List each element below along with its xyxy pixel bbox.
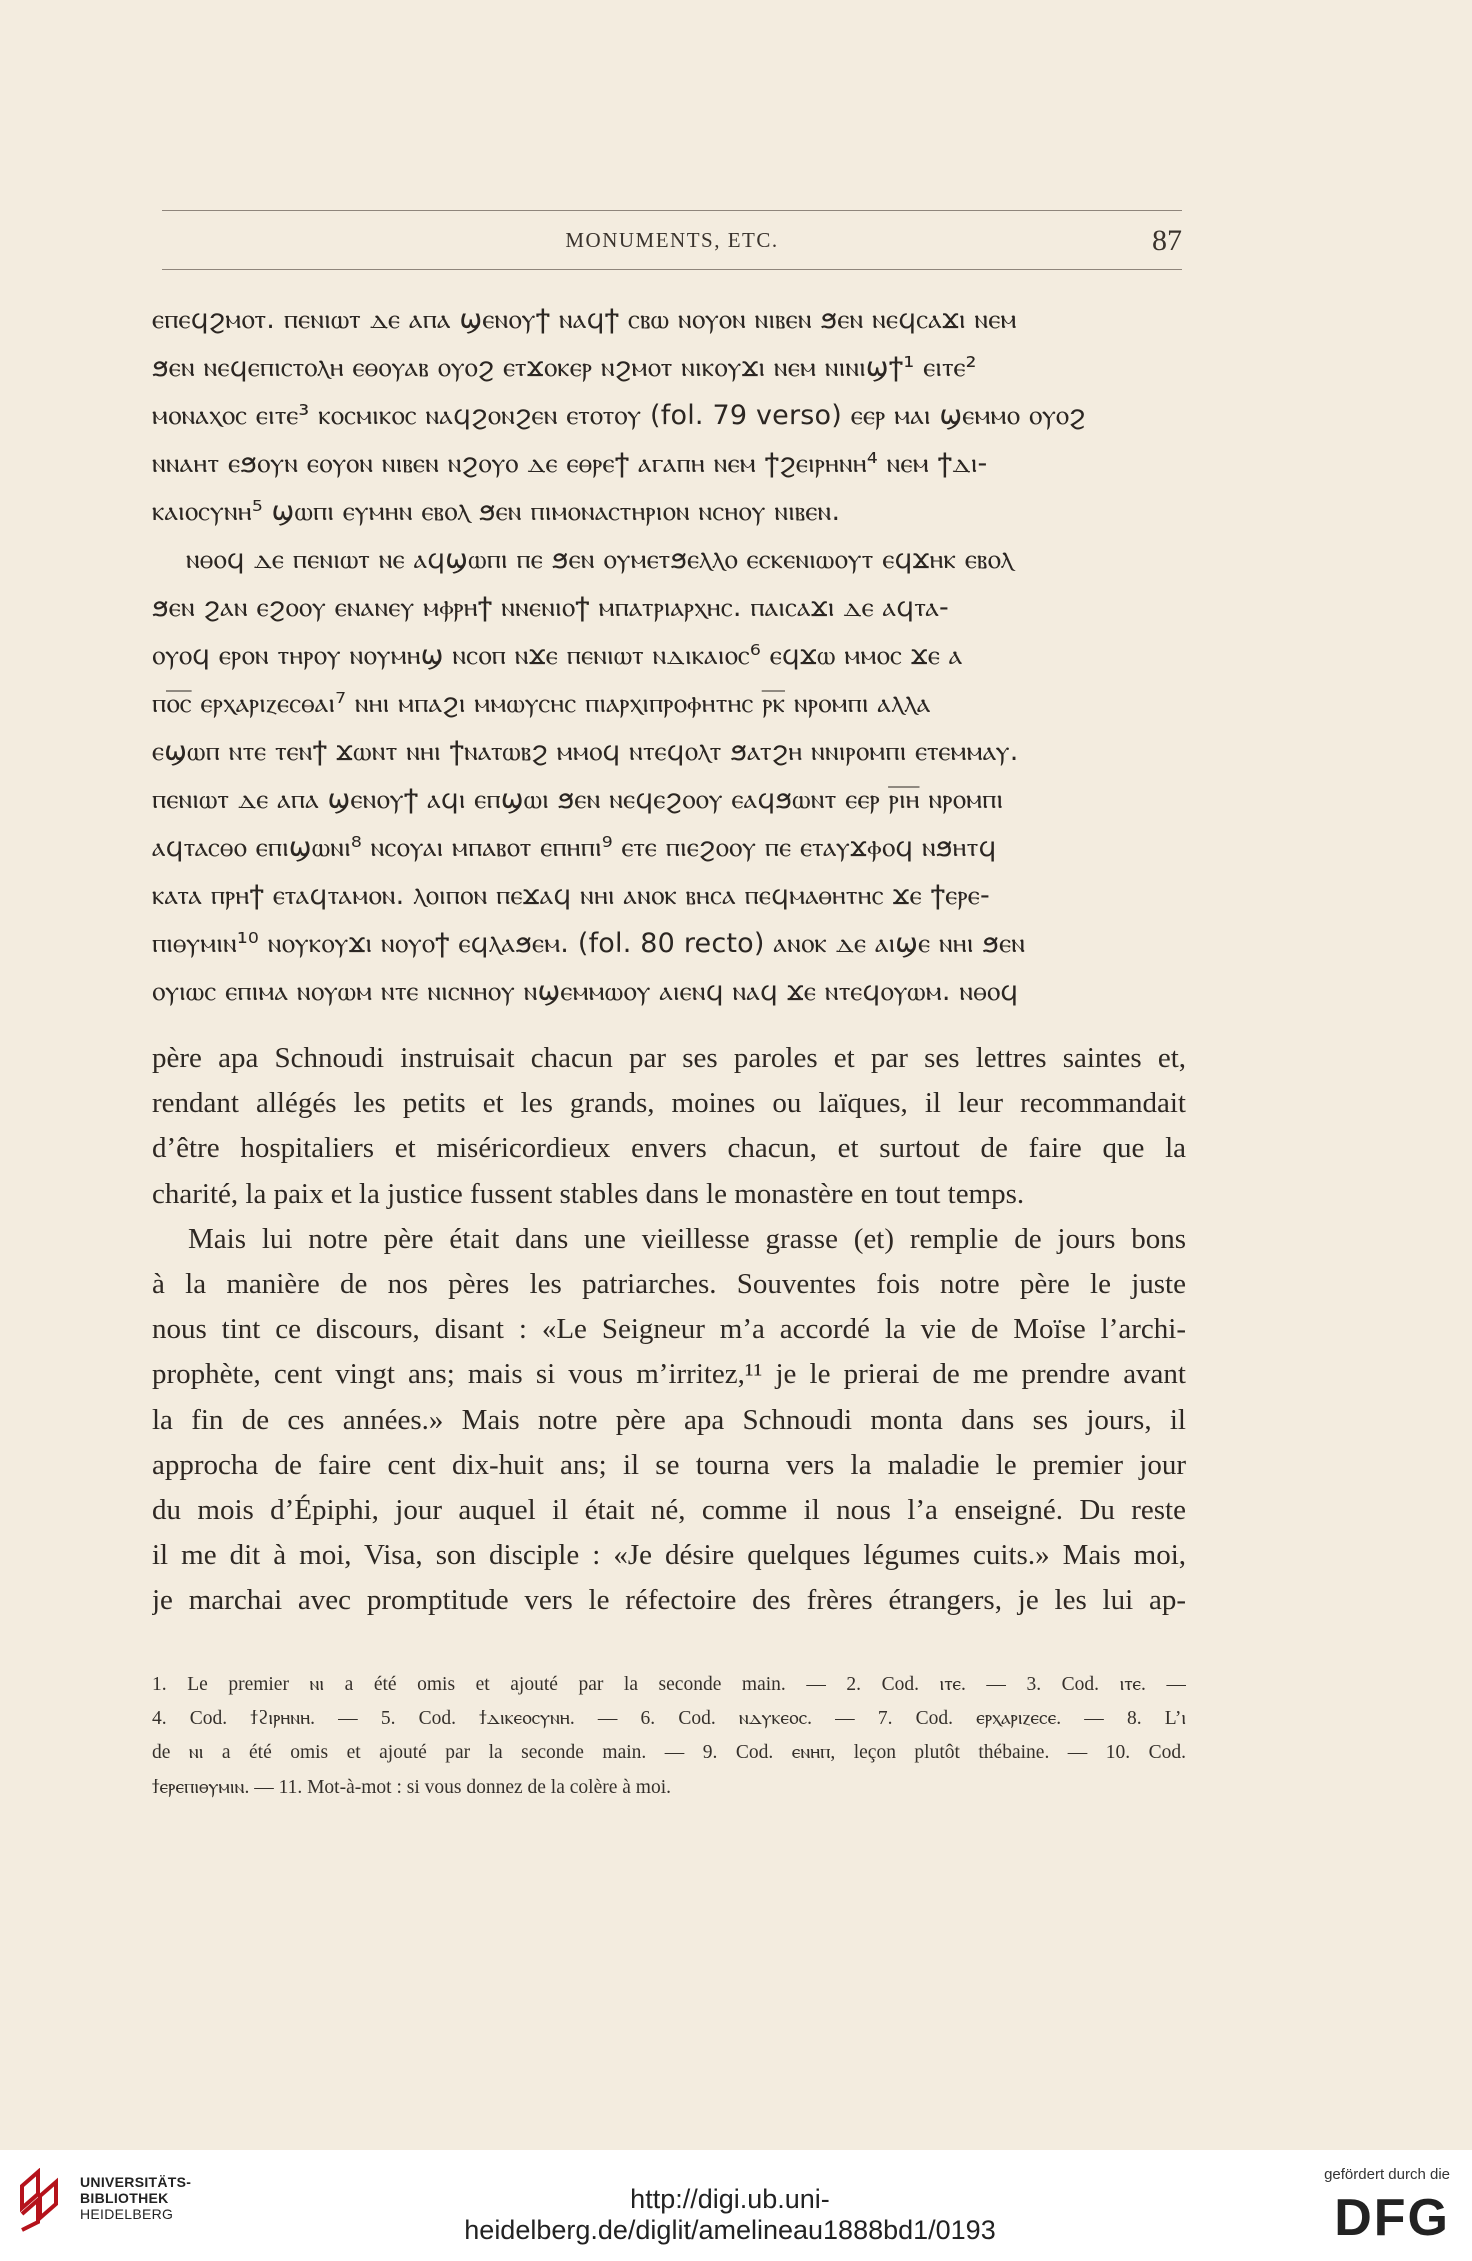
footnote-line: 4. Cod. ϯϩⲓⲣⲏⲛⲏ. — 5. Cod. ϯⲇⲓⲕⲉⲟⲥⲩⲛⲏ. — 6. Cod. ⲛⲇⲩⲕⲉⲟⲥ. — 7. Cod. ⲉⲣⲭⲁⲣⲓⲍⲉⲥⲉ. — 8. L’ⲓ — [152, 1708, 1186, 1730]
french-line: je marchai avec promptitude vers le réfectoire des frères étrangers, je les lui ap- — [152, 1584, 1186, 1617]
permalink-url[interactable]: http://digi.ub.uni-heidelberg.de/diglit/amelineau1888bd1/0193 — [464, 2184, 996, 2245]
coptic-line: ⲁϥⲧⲁⲥⲑⲟ ⲉⲡⲓϣⲱⲛⲓ⁸ ⲛⲥⲟⲩⲁⲓ ⲙⲡⲁⲃⲟⲧ ⲉⲡⲏⲡⲓ⁹ ⲉⲧⲉ ⲡⲓⲉϩⲟⲟⲩ ⲡⲉ ⲉⲧⲁⲩϫⲫⲟϥ ⲛϧⲏⲧϥ — [152, 832, 997, 863]
coptic-line: ⲉϣⲱⲡ ⲛⲧⲉ ⲧⲉⲛϯ ϫⲱⲛⲧ ⲛⲏⲓ ϯⲛⲁⲧⲱⲃϩ ⲙⲙⲟϥ ⲛⲧⲉϥⲟⲗⲧ ϧⲁⲧϩⲏ ⲛⲛⲓⲣⲟⲙⲡⲓ ⲉⲧⲉⲙⲙⲁⲩ. — [152, 736, 1019, 767]
french-line: rendant allégés les petits et les grands, moines ou laïques, il leur recommandait — [152, 1087, 1186, 1120]
french-translation-block — [152, 1036, 1186, 1623]
header-rule-top — [162, 210, 1182, 211]
library-name — [80, 2174, 191, 2222]
french-line: père apa Schnoudi instruisait chacun par ses paroles et par ses lettres saintes et, — [152, 1042, 1186, 1074]
library-name-line: HEIDELBERG — [80, 2206, 174, 2222]
french-line: Mais lui notre père était dans une vieillesse grasse (et) remplie de jours bons — [188, 1222, 1186, 1255]
running-head: MONUMENTS, ETC. — [565, 228, 779, 252]
french-line: charité, la paix et la justice fussent stables dans le monastère en tout temps. — [152, 1177, 1025, 1210]
french-line: il me dit à moi, Visa, son disciple : «Je désire quelques légumes cuits.» Mais moi, — [152, 1539, 1186, 1572]
footnotes-block — [152, 1668, 1186, 1805]
footnote-line: 1. Le premier ⲛⲓ a été omis et ajouté par la seconde main. — 2. Cod. ⲓⲧⲉ. — 3. Cod. ⲓⲧⲉ. — — [152, 1674, 1186, 1695]
french-line: du mois d’Épiphi, jour auquel il était né, comme il nous l’a enseigné. Du reste — [152, 1493, 1186, 1526]
coptic-line: ⲛⲑⲟϥ ⲇⲉ ⲡⲉⲛⲓⲱⲧ ⲛⲉ ⲁϥϣⲱⲡⲓ ⲡⲉ ϧⲉⲛ ⲟⲩⲙⲉⲧϧⲉⲗⲗⲟ ⲉⲥⲕⲉⲛⲓⲱⲟⲩⲧ ⲉϥϫⲏⲕ ⲉⲃⲟⲗ — [186, 544, 1014, 575]
coptic-line: ϧⲉⲛ ⲛⲉϥⲉⲡⲓⲥⲧⲟⲗⲏ ⲉⲑⲟⲩⲁⲃ ⲟⲩⲟϩ ⲉⲧϫⲟⲕⲉⲣ ⲛϩⲙⲟⲧ ⲛⲓⲕⲟⲩϫⲓ ⲛⲉⲙ ⲛⲓⲛⲓϣϯ¹ ⲉⲓⲧⲉ² — [152, 352, 977, 383]
coptic-line: ⲕⲁⲧⲁ ⲡⲣⲏϯ ⲉⲧⲁϥⲧⲁⲙⲟⲛ. ⲗⲟⲓⲡⲟⲛ ⲡⲉϫⲁϥ ⲛⲏⲓ ⲁⲛⲟⲕ ⲃⲏⲥⲁ ⲡⲉϥⲙⲁⲑⲏⲧⲏⲥ ϫⲉ ϯⲉⲣⲉ- — [152, 880, 990, 911]
french-line: d’être hospitaliers et miséricordieux envers chacun, et surtout de faire que la — [152, 1132, 1186, 1165]
french-line: la fin de ces années.» Mais notre père apa Schnoudi monta dans ses jours, il — [152, 1403, 1186, 1436]
funded-by-label: gefördert durch die — [1324, 2166, 1450, 2183]
french-line: prophète, cent vingt ans; mais si vous m’irritez,¹¹ je le prierai de me prendre avant — [152, 1358, 1186, 1391]
coptic-line: ⲟⲩⲟϥ ⲉⲣⲟⲛ ⲧⲏⲣⲟⲩ ⲛⲟⲩⲙⲏϣ ⲛⲥⲟⲡ ⲛϫⲉ ⲡⲉⲛⲓⲱⲧ ⲛⲇⲓⲕⲁⲓⲟⲥ⁶ ⲉϥϫⲱ ⲙⲙⲟⲥ ϫⲉ ⲁ — [152, 640, 963, 671]
coptic-line: ⲛⲛⲁⲏⲧ ⲉϧⲟⲩⲛ ⲉⲟⲩⲟⲛ ⲛⲓⲃⲉⲛ ⲛϩⲟⲩⲟ ⲇⲉ ⲉⲑⲣⲉϯ ⲁⲅⲁⲡⲏ ⲛⲉⲙ ϯϩⲉⲓⲣⲏⲛⲏ⁴ ⲛⲉⲙ ϯⲇⲓ- — [152, 448, 988, 479]
footnote-line: ϯⲉⲣⲉⲡⲓⲑⲩⲙⲓⲛ. — 11. Mot-à-mot : si vous donnez de la colère à moi. — [152, 1776, 671, 1798]
french-line: approcha de faire cent dix-huit ans; il se tourna vers la maladie le premier jour — [152, 1448, 1186, 1481]
coptic-line: ϧⲉⲛ ϩⲁⲛ ⲉϩⲟⲟⲩ ⲉⲛⲁⲛⲉⲩ ⲙⲫⲣⲏϯ ⲛⲛⲉⲛⲓⲟϯ ⲙⲡⲁⲧⲣⲓⲁⲣⲭⲏⲥ. ⲡⲁⲓⲥⲁϫⲓ ⲇⲉ ⲁϥⲧⲁ- — [152, 592, 949, 623]
coptic-line: ⲡⲉⲛⲓⲱⲧ ⲇⲉ ⲁⲡⲁ ϣⲉⲛⲟⲩϯ ⲁϥⲓ ⲉⲡϣⲱⲓ ϧⲉⲛ ⲛⲉϥⲉϩⲟⲟⲩ ⲉⲁϥϧⲱⲛⲧ ⲉⲉⲣ ⲣ̅ⲓ̅ⲏ̅ ⲛⲣⲟⲙⲡⲓ — [152, 784, 1004, 815]
french-line: à la manière de nos pères les patriarches. Souventes fois notre père le juste — [152, 1267, 1186, 1300]
coptic-line: ⲟⲩⲓⲱⲥ ⲉⲡⲓⲙⲁ ⲛⲟⲩⲱⲙ ⲛⲧⲉ ⲛⲓⲥⲛⲏⲟⲩ ⲛϣⲉⲙⲙⲱⲟⲩ ⲁⲓⲉⲛϥ ⲛⲁϥ ϫⲉ ⲛⲧⲉϥⲟⲩⲱⲙ. ⲛⲑⲟϥ — [152, 976, 1019, 1007]
header-rule-bottom — [162, 269, 1182, 270]
library-name-line: UNIVERSITÄTS- — [80, 2174, 192, 2190]
coptic-text-block — [152, 296, 1186, 1016]
page-number: 87 — [1152, 224, 1182, 257]
french-line: nous tint ce discours, disant : «Le Seigneur m’a accordé la vie de Moïse l’archi- — [152, 1313, 1186, 1346]
coptic-line: ⲡⲓⲑⲩⲙⲓⲛ¹⁰ ⲛⲟⲩⲕⲟⲩϫⲓ ⲛⲟⲩⲟϯ ⲉϥⲗⲁϧⲉⲙ. (fol. 80 recto) ⲁⲛⲟⲕ ⲇⲉ ⲁⲓϣⲉ ⲛⲏⲓ ϧⲉⲛ — [152, 928, 1026, 959]
coptic-line: ⲙⲟⲛⲁⲭⲟⲥ ⲉⲓⲧⲉ³ ⲕⲟⲥⲙⲓⲕⲟⲥ ⲛⲁϥϩⲟⲛϩⲉⲛ ⲉⲧⲟⲧⲟⲩ (fol. 79 verso) ⲉⲉⲣ ⲙⲁⲓ ϣⲉⲙⲙⲟ ⲟⲩⲟϩ — [152, 400, 1086, 431]
dfg-logo: DFG — [1334, 2189, 1450, 2247]
library-name-line: BIBLIOTHEK — [80, 2190, 169, 2206]
coptic-line: ⲉⲡⲉϥϩⲙⲟⲧ. ⲡⲉⲛⲓⲱⲧ ⲇⲉ ⲁⲡⲁ ϣⲉⲛⲟⲩϯ ⲛⲁϥϯ ⲥⲃⲱ ⲛⲟⲩⲟⲛ ⲛⲓⲃⲉⲛ ϧⲉⲛ ⲛⲉϥⲥⲁϫⲓ ⲛⲉⲙ — [152, 304, 1017, 335]
coptic-line: ⲕⲁⲓⲟⲥⲩⲛⲏ⁵ ϣⲱⲡⲓ ⲉⲩⲙⲏⲛ ⲉⲃⲟⲗ ϧⲉⲛ ⲡⲓⲙⲟⲛⲁⲥⲧⲏⲣⲓⲟⲛ ⲛⲥⲏⲟⲩ ⲛⲓⲃⲉⲛ. — [152, 496, 841, 527]
footnote-line: de ⲛⲓ a été omis et ajouté par la seconde main. — 9. Cod. ⲉⲛⲏⲡ, leçon plutôt thébaine. — 10. Cod. — [152, 1742, 1186, 1764]
digitization-footer — [0, 2150, 1472, 2261]
coptic-line: ⲡⲟ̅ⲥ̅ ⲉⲣⲭⲁⲣⲓⲍⲉⲥⲑⲁⲓ⁷ ⲛⲏⲓ ⲙⲡⲁϩⲓ ⲙⲙⲱⲩⲥⲏⲥ ⲡⲓⲁⲣⲭⲓⲡⲣⲟⲫⲏⲧⲏⲥ ⲣ̅ⲕ̅ ⲛⲣⲟⲙⲡⲓ ⲁⲗⲗⲁ — [152, 688, 931, 719]
university-library-logo-icon — [16, 2168, 64, 2232]
